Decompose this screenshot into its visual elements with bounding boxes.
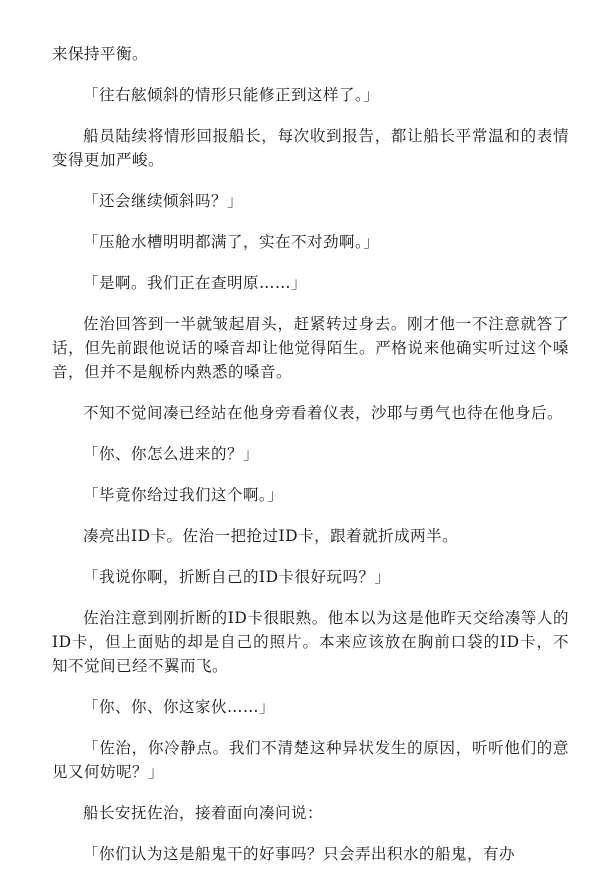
- paragraph: 「压舱水槽明明都满了，实在不对劲啊。」: [83, 233, 380, 251]
- paragraph: 「你、你怎么进来的？」: [83, 445, 260, 463]
- paragraph: 来保持平衡。: [52, 45, 149, 63]
- paragraph: 「佐治，你冷静点。我们不清楚这种异状发生的原因，听听他们的意见又何妨呢？」: [52, 739, 569, 781]
- paragraph: 「毕竟你给过我们这个啊。」: [83, 486, 284, 504]
- paragraph: 船员陆续将情形回报船长，每次收到报告，都让船长平常温和的表情变得更加严峻。: [52, 127, 569, 169]
- paragraph: 「你、你、你这家伙……」: [83, 698, 276, 716]
- paragraph: 「你们认为这是船鬼干的好事吗？只会弄出积水的船鬼，有办: [83, 845, 516, 863]
- paragraph: 船长安抚佐治，接着面向凑问说：: [83, 804, 324, 822]
- paragraph: 「还会继续倾斜吗？」: [83, 192, 244, 210]
- paragraph: 佐治回答到一半就皱起眉头，赶紧转过身去。刚才他一不注意就答了话，但先前跟他说话的嗓音却让他觉得陌生。严格说来他确实听过这个嗓音，但并不是舰桥内熟悉的嗓音。: [52, 315, 569, 381]
- paragraph: 「是啊。我们正在查明原……」: [83, 274, 308, 292]
- paragraph: 不知不觉间凑已经站在他身旁看着仪表，沙耶与勇气也待在他身后。: [83, 404, 564, 422]
- paragraph: 凑亮出ID卡。佐治一把抢过ID卡，跟着就折成两半。: [83, 527, 459, 545]
- paragraph: 佐治注意到刚折断的ID卡很眼熟。他本以为这是他昨天交给凑等人的ID卡，但上面贴的却是自己的照片。本来应该放在胸前口袋的ID卡，不知不觉间已经不翼而飞。: [52, 609, 569, 675]
- paragraph: 「我说你啊，折断自己的ID卡很好玩吗？」: [83, 568, 391, 586]
- paragraph: 「往右舷倾斜的情形只能修正到这样了。」: [83, 86, 380, 104]
